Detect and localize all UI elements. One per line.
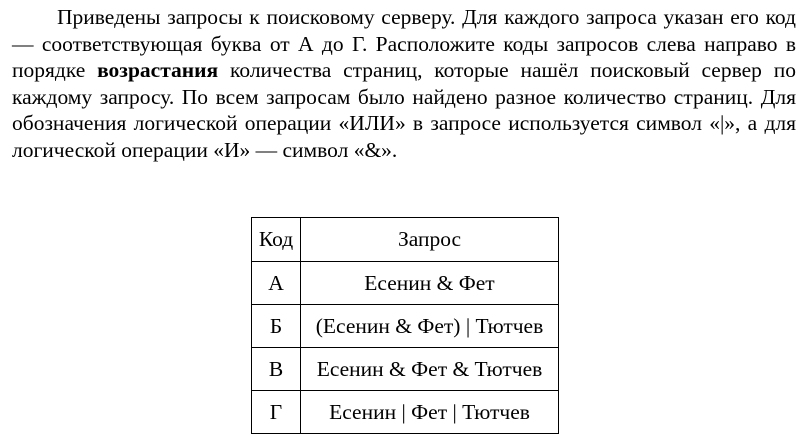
task-text-part1: Приведены запросы к поисковому серверу. Для каждого запроса указан его код — соответствующая буква от А до Г. Расположите коды запросов слева направо в порядке	[12, 5, 796, 83]
queries-table	[251, 217, 559, 434]
row-code: А	[252, 262, 301, 305]
header-query: Запрос	[301, 218, 559, 262]
row-code: В	[252, 348, 301, 391]
row-code: Б	[252, 305, 301, 348]
header-code: Код	[252, 218, 301, 262]
table-row	[252, 262, 559, 305]
row-query: Есенин & Фет	[301, 262, 559, 305]
row-code: Г	[252, 391, 301, 434]
task-text	[12, 4, 796, 164]
row-query: Есенин | Фет | Тютчев	[301, 391, 559, 434]
task-text-part2: количества страниц, которые нашёл поисковый сервер по каждому запросу. По всем запросам было найдено разное количество страниц. Для обозначения логической операции «ИЛИ» в запросе используется символ «|», а для логической операции «И» — символ «&».	[12, 58, 796, 162]
row-query: Есенин & Фет & Тютчев	[301, 348, 559, 391]
row-query: (Есенин & Фет) | Тютчев	[301, 305, 559, 348]
table-row	[252, 305, 559, 348]
table-row	[252, 348, 559, 391]
table-header-row	[252, 218, 559, 262]
task-text-bold-word: возрастания	[97, 58, 219, 83]
table-row	[252, 391, 559, 434]
